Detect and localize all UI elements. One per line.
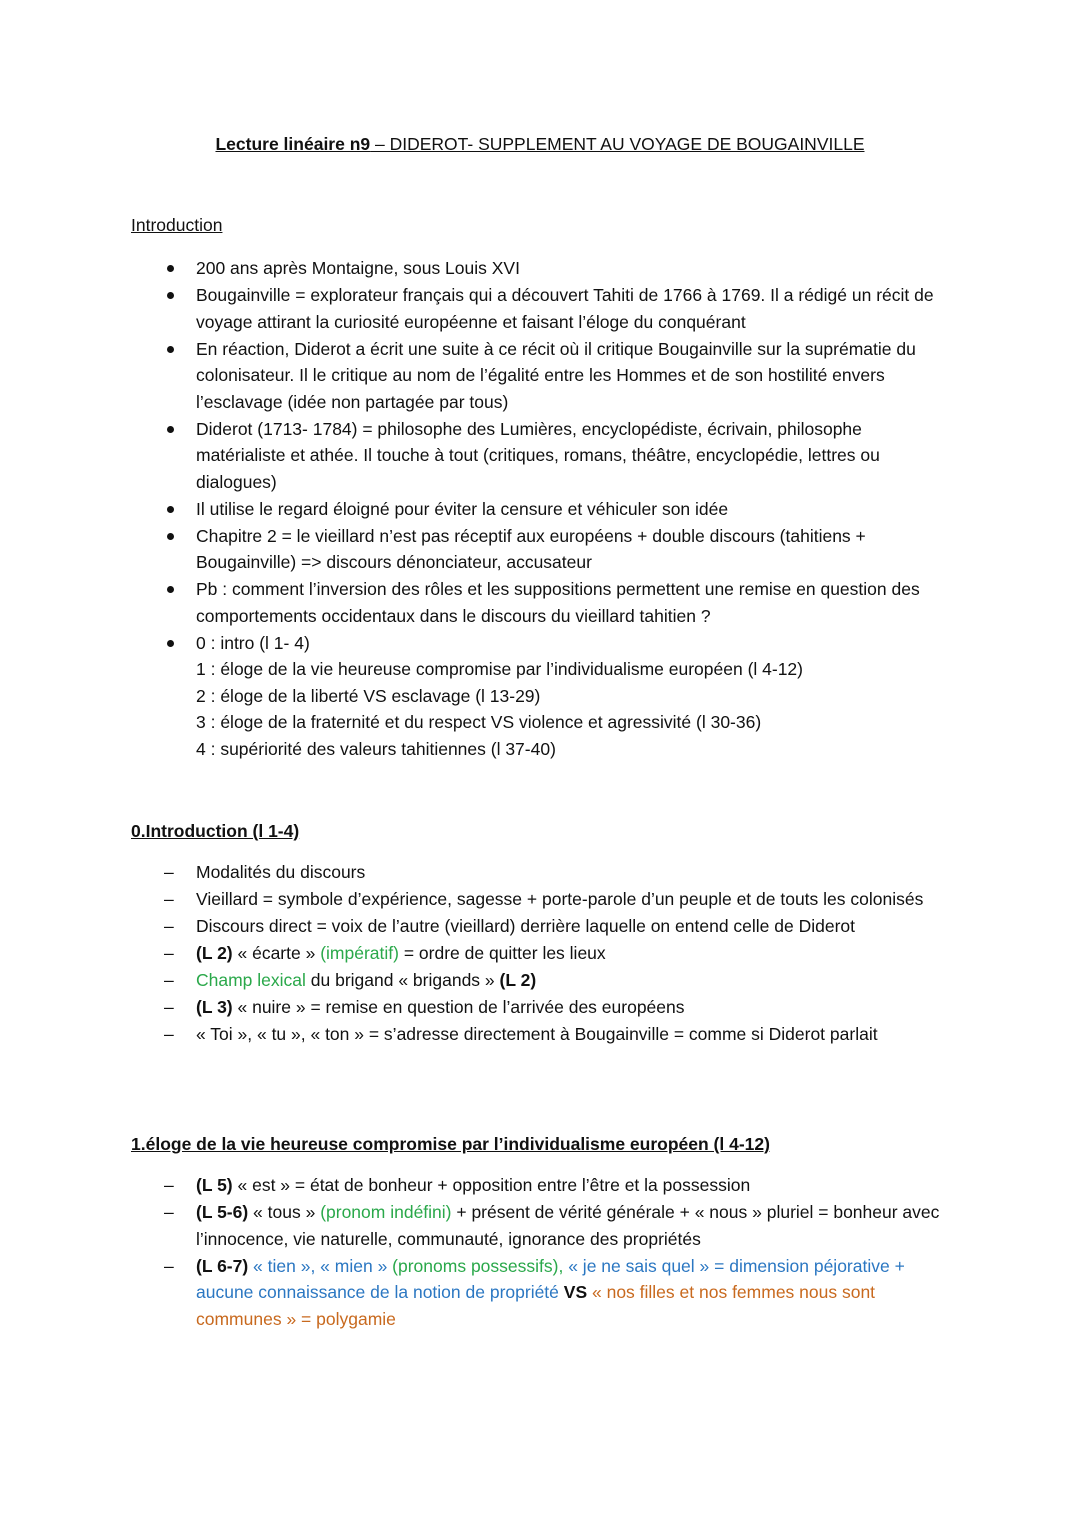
list-item: Il utilise le regard éloigné pour éviter la censure et véhiculer son idée — [196, 496, 956, 523]
highlight-green: (pronoms possessifs), — [392, 1255, 564, 1276]
list-item: En réaction, Diderot a écrit une suite à ce récit où il critique Bougainville sur la suprématie du colonisateur. Il le critique au nom de l’égalité entre les Hommes et de son hostilité envers l’esclavage (idée non partagée par tous) — [196, 336, 956, 416]
line-reference: (L 3) — [196, 997, 233, 1017]
highlight-green: (impératif) — [320, 943, 399, 963]
list-item: – Modalités du discours — [196, 859, 956, 886]
highlight-orange: « nos filles et nos femmes nous sont communes » = polygamie — [196, 1282, 876, 1329]
highlight-green: Champ lexical — [196, 970, 306, 990]
list-item — [196, 1199, 956, 1252]
plan-line: 0 : intro (l 1- 4) — [196, 632, 310, 653]
list-item: Pb : comment l’inversion des rôles et les suppositions permettent une remise en question des comportements occidentaux dans le discours du vieillard tahitien ? — [196, 576, 956, 629]
list-item: – Discours direct = voix de l’autre (vieillard) derrière laquelle on entend celle de Diderot — [196, 913, 956, 940]
plan-line: 1 : éloge de la vie heureuse compromise par l’individualisme européen (l 4-12) — [196, 659, 803, 679]
text: « est » = état de bonheur + opposition entre l’être et la possession — [232, 1175, 751, 1195]
highlight-green: (pronom indéfini) — [320, 1202, 452, 1222]
text: du brigand « brigands » — [305, 970, 500, 990]
highlight-blue: « tien », « mien » — [248, 1255, 393, 1276]
line-reference: (L 2) — [499, 970, 537, 990]
list-item: – « Toi », « tu », « ton » = s’adresse directement à Bougainville = comme si Diderot parlait — [196, 1021, 956, 1048]
section-1-heading: 1.éloge de la vie heureuse compromise par l’individualisme européen (l 4-12) — [131, 1134, 770, 1154]
section-1-list — [196, 1172, 956, 1333]
text: « écarte » — [232, 943, 321, 963]
list-item: – Vieillard = symbole d’expérience, sagesse + porte-parole d’un peuple et de touts les colonisés — [196, 886, 956, 913]
document-title — [0, 131, 1080, 158]
text: « tous » — [248, 1202, 321, 1222]
list-item: Diderot (1713- 1784) = philosophe des Lumières, encyclopédiste, écrivain, philosophe matérialiste et athée. Il touche à tout (critiques, romans, théâtre, encyclopédie, lettres ou dialogues) — [196, 416, 956, 496]
introduction-heading: Introduction — [131, 215, 223, 235]
plan-line: 3 : éloge de la fraternité et du respect VS violence et agressivité (l 30-36) — [196, 712, 762, 732]
highlight-blue: « je ne sais quel » = dimension péjorative + aucune connaissance de la notion de propriété — [196, 1255, 905, 1302]
line-reference: (L 5) — [196, 1175, 233, 1195]
document-title-rest: – DIDEROT- SUPPLEMENT AU VOYAGE DE BOUGAINVILLE — [370, 134, 865, 154]
plan-line: 2 : éloge de la liberté VS esclavage (l 13-29) — [196, 685, 541, 706]
list-item — [196, 1253, 956, 1333]
versus-marker: VS — [563, 1282, 588, 1302]
section-0-heading: 0.Introduction (l 1-4) — [131, 821, 300, 841]
section-0-list — [196, 859, 956, 1048]
text: « nuire » = remise en question de l’arrivée des européens — [232, 997, 685, 1017]
line-reference: (L 5-6) — [196, 1202, 249, 1222]
list-item — [196, 967, 956, 994]
list-item: 200 ans après Montaigne, sous Louis XVI — [196, 255, 956, 282]
plan-list-item — [196, 630, 956, 763]
line-reference: (L 2) — [196, 943, 233, 963]
document-title-bold: Lecture linéaire n9 — [215, 134, 371, 154]
list-item — [196, 994, 956, 1021]
list-item — [196, 940, 956, 967]
list-item — [196, 1172, 956, 1199]
line-reference: (L 6-7) — [196, 1255, 249, 1276]
text: + présent de vérité générale + « nous » pluriel = bonheur avec l’innocence, vie naturelle, communauté, ignorance des propriétés — [196, 1202, 940, 1249]
text: = ordre de quitter les lieux — [398, 943, 606, 963]
list-item: Chapitre 2 = le vieillard n’est pas réceptif aux européens + double discours (tahitiens + Bougainville) => discours dénonciateur, accusateur — [196, 523, 956, 576]
list-item: Bougainville = explorateur français qui a découvert Tahiti de 1766 à 1769. Il a rédigé un récit de voyage attirant la curiosité européenne et faisant l’éloge du conquérant — [196, 282, 956, 335]
plan-line: 4 : supériorité des valeurs tahitiennes (l 37-40) — [196, 738, 556, 759]
introduction-bullet-list — [196, 255, 956, 763]
